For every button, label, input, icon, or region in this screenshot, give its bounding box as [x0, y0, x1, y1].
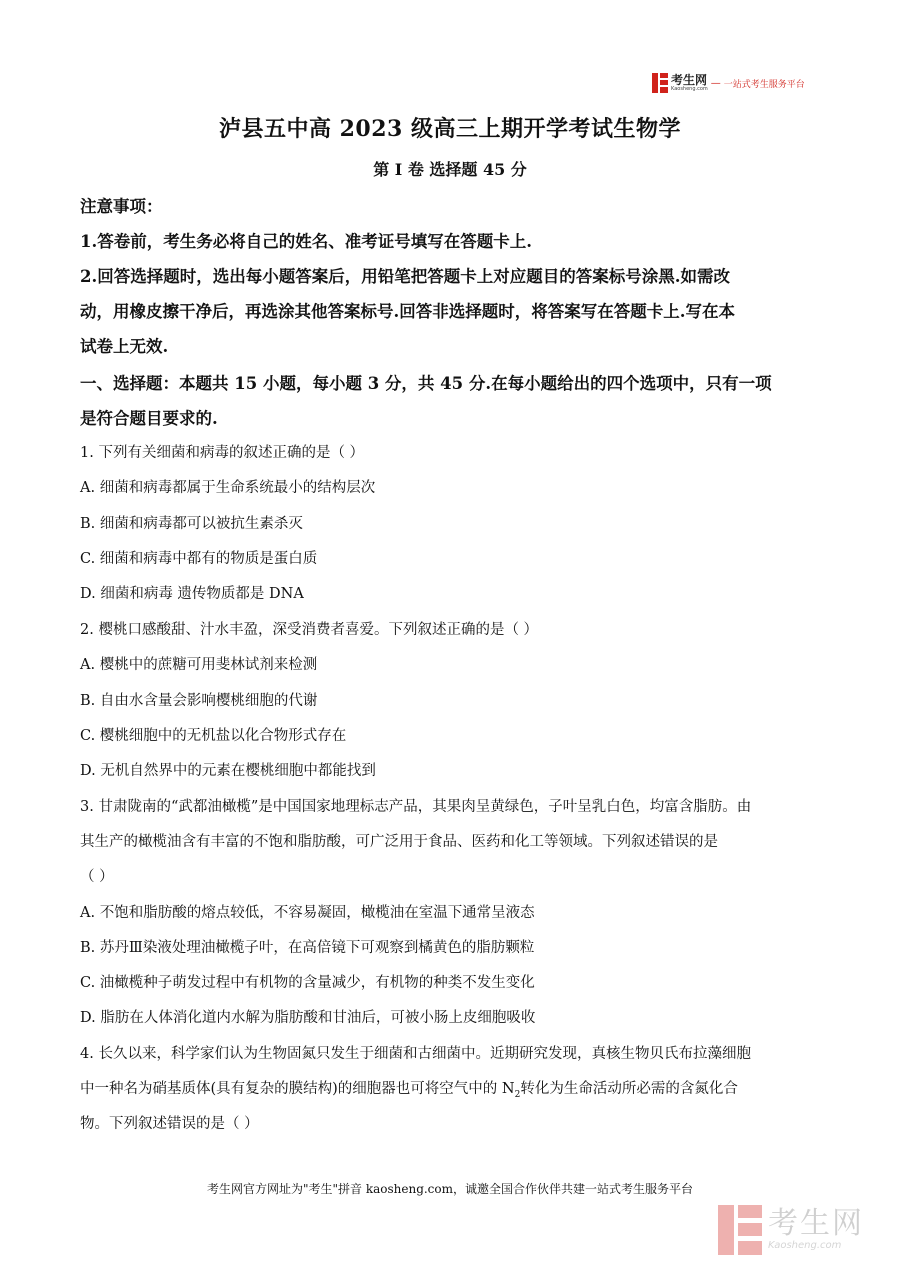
page-footer: 考生网官方网址为"考生"拼音 kaosheng.com，诚邀全国合作伙伴共建一站式考生服务平台 [206, 1182, 694, 1196]
question-2-option-c: C. 樱桃细胞中的无机盐以化合物形式存在 [80, 728, 347, 744]
question-3-stem: （ ） [80, 869, 114, 885]
logo-url: Kaosheng.com [671, 86, 708, 92]
notice-heading: 注意事项： [80, 197, 163, 216]
question-2-option-d: D. 无机自然界中的元素在樱桃细胞中都能找到 [80, 763, 376, 779]
notice-line: 动，用橡皮擦干净后，再选涂其他答案标号.回答非选择题时，将答案写在答题卡上.写在本 [80, 302, 735, 321]
question-3-stem: 其生产的橄榄油含有丰富的不饱和脂肪酸，可广泛用于食品、医药和化工等领域。下列叙述错误的是 [80, 834, 718, 850]
question-1-option-c: C. 细菌和病毒中都有的物质是蛋白质 [80, 551, 318, 567]
header-logo [652, 70, 805, 96]
header-slogan: 一站式考生服务平台 [723, 79, 805, 90]
notice-line: 2.回答选择题时，选出每小题答案后，用铅笔把答题卡上对应题目的答案标号涂黑.如需改 [80, 267, 730, 286]
question-4-stem: 中一种名为硝基质体(具有复杂的膜结构)的细胞器也可将空气中的 $N_2$转化为生命活动所必需的含氮化合 [80, 1081, 738, 1100]
section-instruction: 是符合题目要求的. [80, 409, 218, 428]
question-2-stem: 2. 樱桃口感酸甜、汁水丰盈，深受消费者喜爱。下列叙述正确的是（ ） [80, 622, 539, 638]
notice-line: 试卷上无效. [80, 337, 169, 356]
watermark-logo [718, 1205, 864, 1255]
question-3-option-d: D. 脂肪在人体消化道内水解为脂肪酸和甘油后，可被小肠上皮细胞吸收 [80, 1010, 536, 1026]
question-3-option-c: C. 油橄榄种子萌发过程中有机物的含量减少，有机物的种类不发生变化 [80, 975, 535, 991]
watermark-url: Kaosheng.com [768, 1240, 842, 1251]
question-1-option-d: D. 细菌和病毒 遗传物质都是 DNA [80, 586, 304, 602]
question-2-option-b: B. 自由水含量会影响樱桃细胞的代谢 [80, 693, 318, 709]
section-instruction: 一、选择题：本题共 15 小题，每小题 3 分，共 45 分.在每小题给出的四个选项中，只有一项 [80, 374, 772, 393]
logo-separator: — [710, 77, 721, 89]
question-1-option-a: A. 细菌和病毒都属于生命系统最小的结构层次 [80, 480, 376, 496]
question-2-option-a: A. 樱桃中的蔗糖可用斐林试剂来检测 [80, 657, 318, 673]
page-title: 泸县五中高 2023 级高三上期开学考试生物学 [218, 116, 682, 142]
question-3-option-b: B. 苏丹Ⅲ染液处理油橄榄子叶，在高倍镜下可观察到橘黄色的脂肪颗粒 [80, 940, 535, 956]
watermark-text: 考生网 [768, 1206, 864, 1241]
kaosheng-logo-icon [718, 1205, 762, 1255]
notice-line: 1.答卷前，考生务必将自己的姓名、准考证号填写在答题卡上. [80, 232, 532, 251]
question-3-stem: 3. 甘肃陇南的“武都油橄榄”是中国国家地理标志产品，其果肉呈黄绿色，子叶呈乳白色，均富含脂肪。由 [80, 799, 752, 815]
question-1-option-b: B. 细菌和病毒都可以被抗生素杀灭 [80, 516, 303, 532]
section-subtitle: 第 I 卷 选择题 45 分 [373, 160, 527, 179]
logo-text: 考生网 [671, 73, 708, 87]
question-1-stem: 1. 下列有关细菌和病毒的叙述正确的是（ ） [80, 445, 365, 461]
kaosheng-logo-icon [652, 73, 668, 93]
question-4-stem: 物。下列叙述错误的是（ ） [80, 1116, 259, 1132]
question-3-option-a: A. 不饱和脂肪酸的熔点较低，不容易凝固，橄榄油在室温下通常呈液态 [80, 905, 535, 921]
question-4-stem: 4. 长久以来，科学家们认为生物固氮只发生于细菌和古细菌中。近期研究发现，真核生物贝氏布拉藻细胞 [80, 1046, 751, 1062]
